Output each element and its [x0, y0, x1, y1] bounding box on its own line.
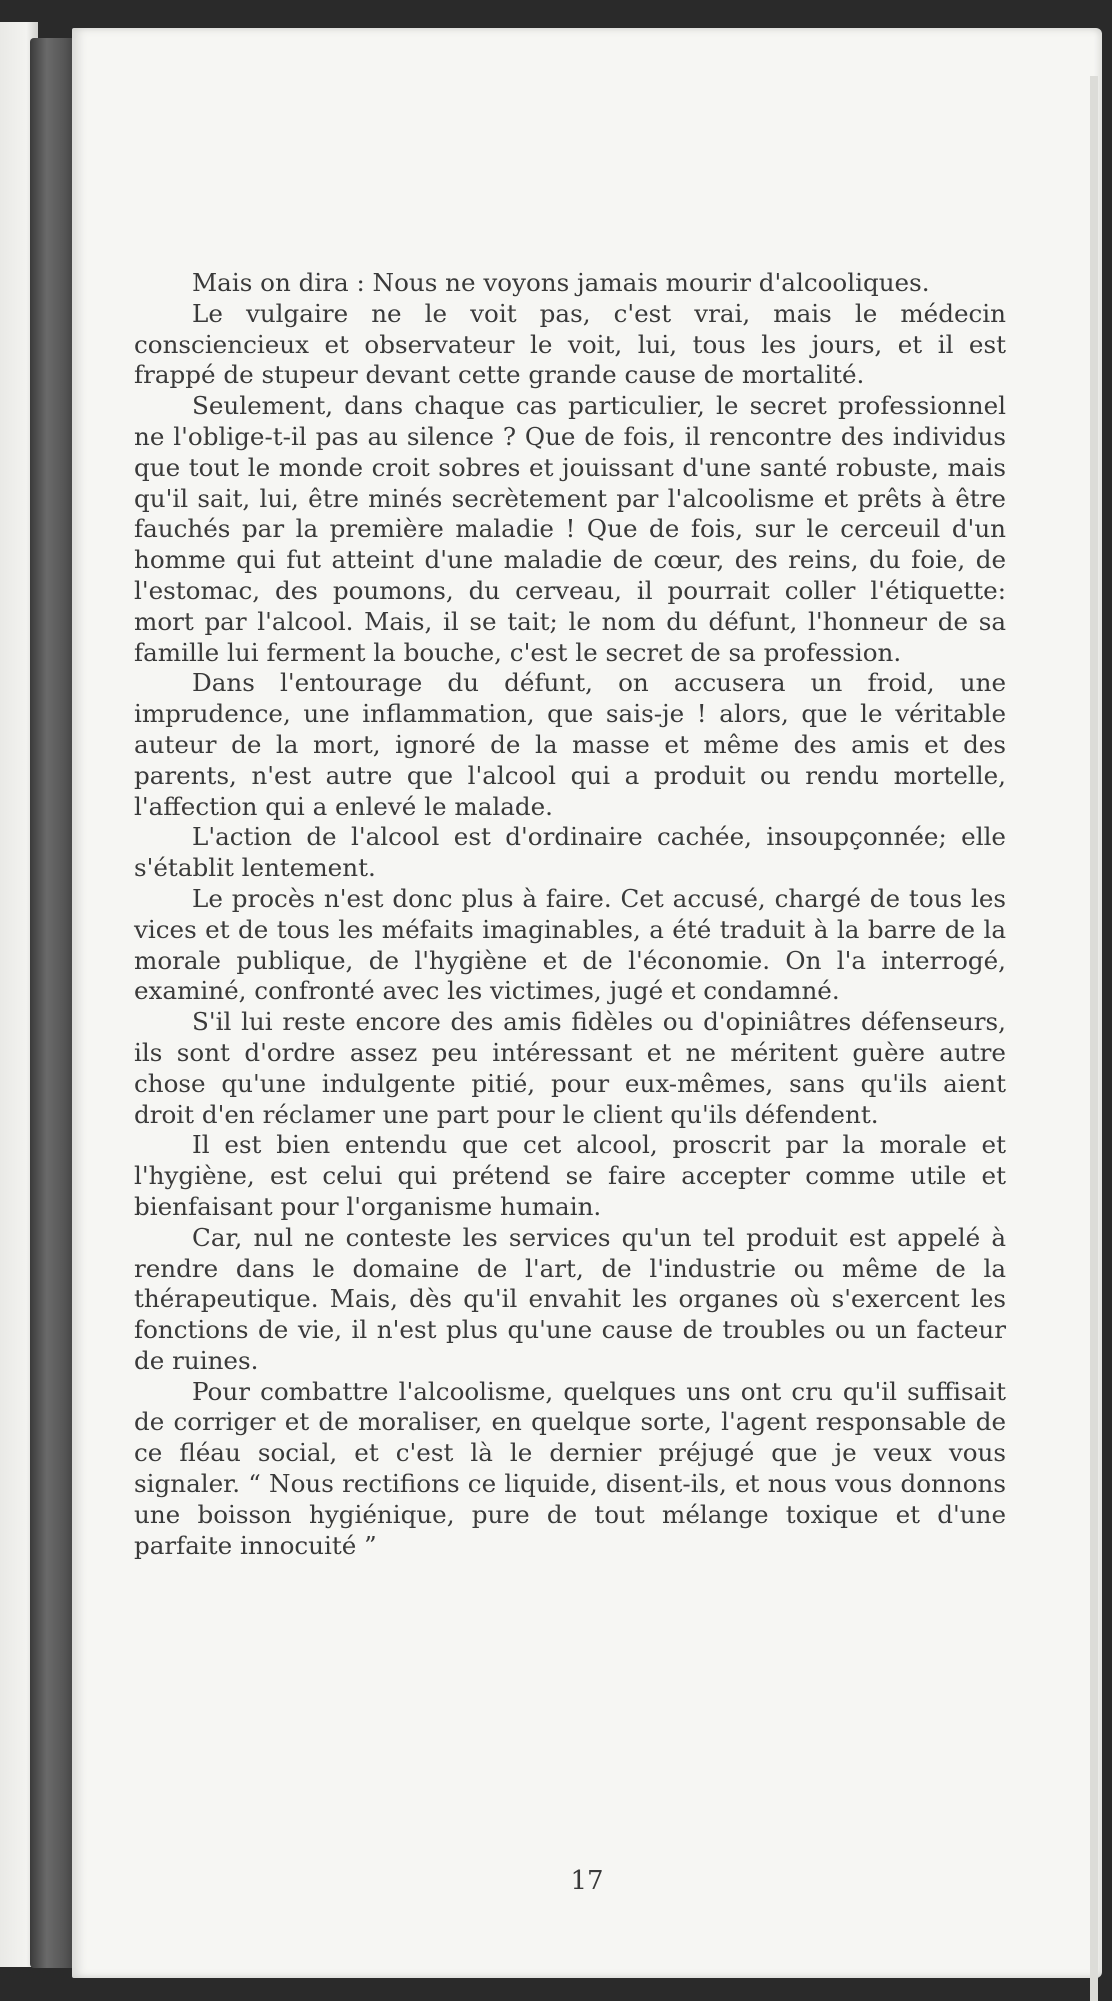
paragraph: Il est bien entendu que cet alcool, proscrit par la morale et l'hygiène, est celui qui prétend se faire accepter comme utile et bienfaisant pour l'organisme humain. [134, 1130, 1006, 1221]
book-spine [30, 38, 78, 1968]
paragraph: S'il lui reste encore des amis fidèles ou d'opiniâtres défenseurs, ils sont d'ordre assez peu intéressant et ne méritent guère autre chose qu'une indulgente pitié, pour eux-mêmes, sans qu'ils aient droit d'en réclamer une part pour le client qu'ils défendent. [134, 1007, 1006, 1129]
paragraph: L'action de l'alcool est d'ordinaire cachée, insoupçonnée; elle s'établit lentement. [134, 822, 1006, 883]
paragraph: Car, nul ne conteste les services qu'un tel produit est appelé à rendre dans le domaine de l'art, de l'industrie ou même de la thérapeutique. Mais, dès qu'il envahit les organes où s'exercent les fonctions de vie, il n'est plus qu'une cause de troubles ou un facteur de ruines. [134, 1222, 1006, 1375]
paragraph: Seulement, dans chaque cas particulier, le secret professionnel ne l'oblige-t-il pas au silence ? Que de fois, il rencontre des individus que tout le monde croit sobres et jouissant d'une santé robuste, mais qu'il sait, lui, être minés secrètement par l'alcoolisme et prêts à être fauchés par la première maladie ! Que de fois, sur le cerceuil d'un homme qui fut atteint d'une maladie de cœur, des reins, du foie, de l'estomac, des poumons, du cerveau, il pourrait coller l'étiquette: mort par l'alcool. Mais, il se tait; le nom du défunt, l'honneur de sa famille lui ferment la bouche, c'est le secret de sa profession. [134, 391, 1006, 667]
paragraph: Le vulgaire ne le voit pas, c'est vrai, mais le médecin consciencieux et observateur le voit, lui, tous les jours, et il est frappé de stupeur devant cette grande cause de mortalité. [134, 298, 1006, 390]
book-page [72, 28, 1102, 1978]
paragraph: Dans l'entourage du défunt, on accusera un froid, une imprudence, une inflammation, que sais-je ! alors, que le véritable auteur de la mort, ignoré de la masse et même des amis et des parents, n'est autre que l'alcool qui a produit ou rendu mortelle, l'affection qui a enlevé le malade. [134, 668, 1006, 821]
page-edge [1090, 76, 1098, 2001]
paragraph: Pour combattre l'alcoolisme, quelques uns ont cru qu'il suffisait de corriger et de moraliser, en quelque sorte, l'agent responsable de ce fléau social, et c'est là le dernier préjugé que je veux vous signaler. “ Nous rectifions ce liquide, disent-ils, et nous vous donnons une boisson hygiénique, pure de tout mélange toxique et d'une parfaite innocuité ” [134, 1376, 1006, 1560]
paragraph: Mais on dira : Nous ne voyons jamais mourir d'alcooliques. [192, 268, 930, 297]
body-text [134, 268, 1006, 1561]
page-number: 17 [570, 1866, 604, 1896]
paragraph: Le procès n'est donc plus à faire. Cet accusé, chargé de tous les vices et de tous les méfaits imaginables, a été traduit à la barre de la morale publique, de l'hygiène et de l'économie. On l'a interrogé, examiné, confronté avec les victimes, jugé et condamné. [134, 883, 1006, 1006]
